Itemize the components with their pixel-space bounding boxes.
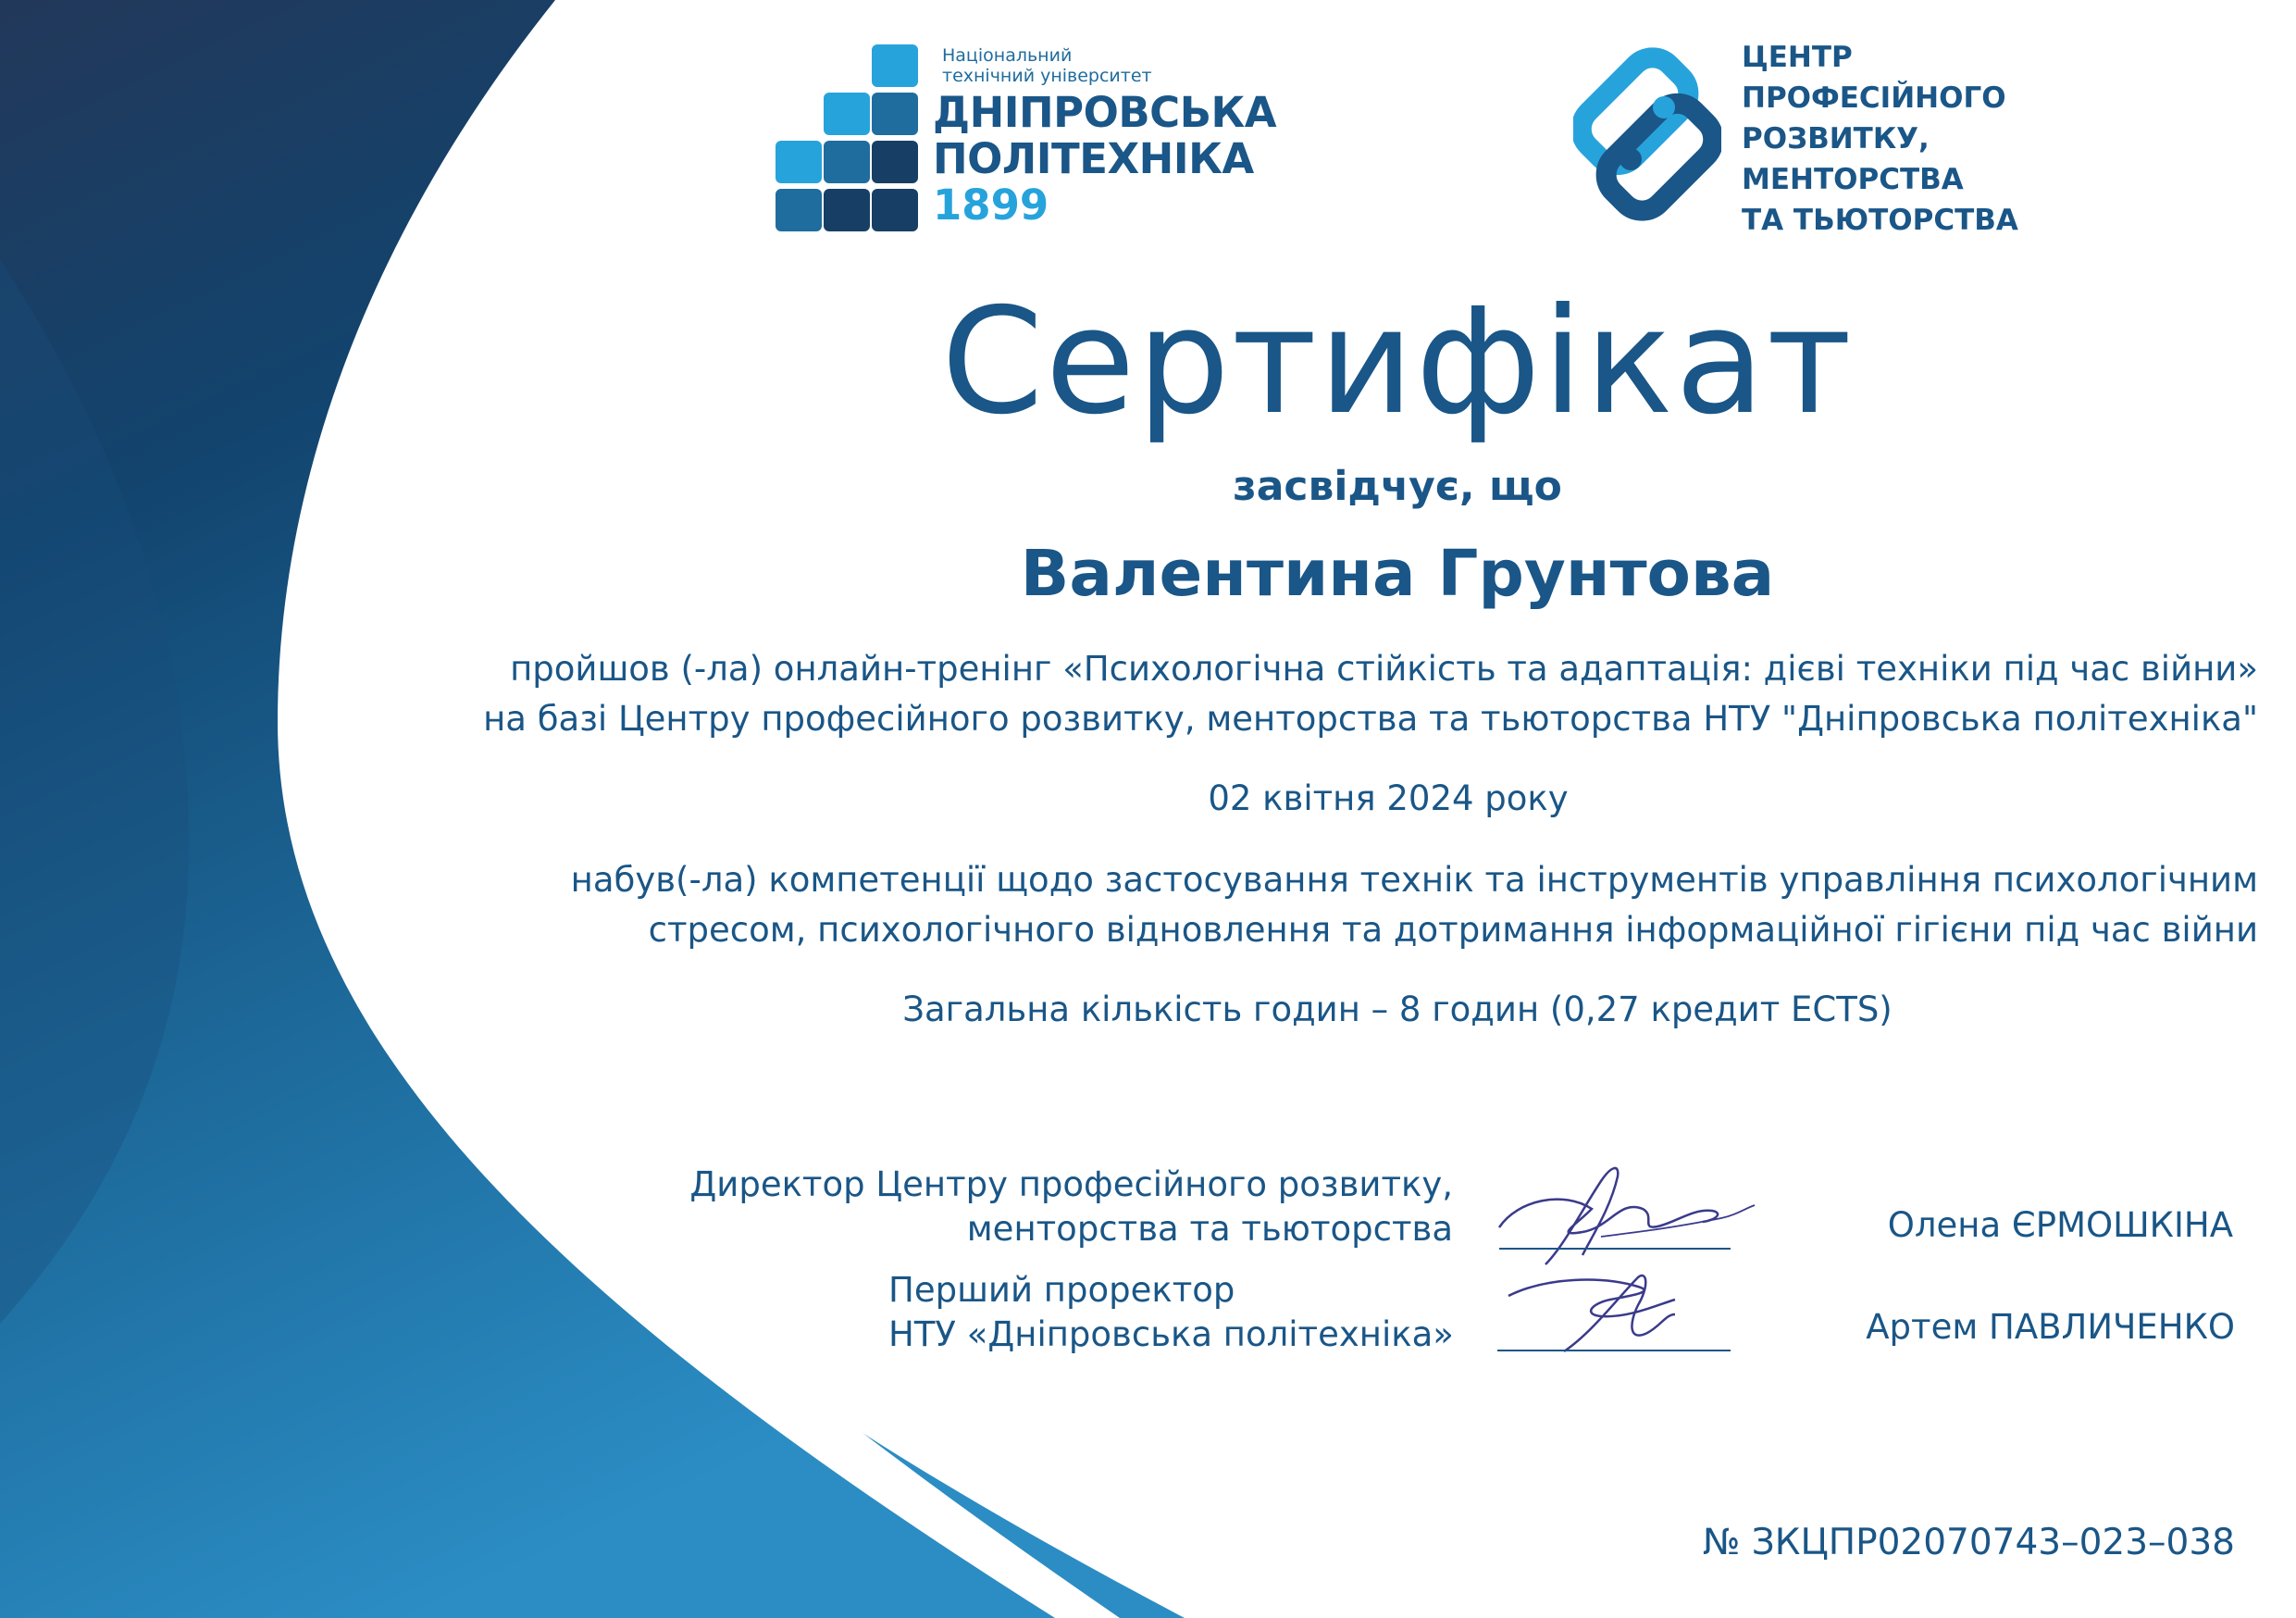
university-logo-line2: технічний університет <box>942 66 1152 86</box>
signatory1-title-line: Директор Центру професійного розвитку, <box>689 1164 1453 1204</box>
competence-line: набув(-ла) компетенції щодо застосування технік та інструментів управління психологічним <box>570 860 2258 900</box>
center-logo <box>1573 37 2054 241</box>
university-logo-year: 1899 <box>933 180 1049 230</box>
signatory1-name: Олена ЄРМОШКІНА <box>1887 1205 2233 1245</box>
signature1-line <box>1499 1248 1731 1250</box>
university-logo-name1: ДНІПРОВСЬКА <box>933 88 1277 137</box>
certificate-number: № ЗКЦПР02070743–023–038 <box>1702 1522 2235 1563</box>
signatory2-title-line: Перший проректор <box>888 1270 1235 1310</box>
course-line: пройшов (-ла) онлайн-тренінг «Психологічна стійкість та адаптація: дієві техніки під час війни» <box>510 649 2258 689</box>
center-logo-line: ПРОФЕСІЙНОГО <box>1742 81 2006 115</box>
university-logo <box>776 43 1277 237</box>
recipient-name: Валентина Грунтова <box>1020 537 1775 611</box>
competence-line: стресом, психологічного відновлення та дотримання інформаційної гігієни під час війни <box>648 910 2258 950</box>
center-logo-mark <box>1573 37 1721 231</box>
signature2-line <box>1497 1350 1731 1351</box>
center-logo-line: РОЗВИТКУ, <box>1742 122 1930 156</box>
center-logo-text <box>1742 37 2018 241</box>
center-logo-line: ТА ТЬЮТОРСТВА <box>1742 204 2018 237</box>
signatory1-title-line: менторства та тьюторства <box>966 1209 1453 1249</box>
certifies-text: засвідчує, що <box>1233 463 1562 510</box>
certificate-title: Сертифікат <box>941 277 1854 447</box>
signatory2-title <box>888 1268 1454 1357</box>
completion-date: 02 квітня 2024 року <box>1208 778 1569 818</box>
signatory2-title-line: НТУ «Дніпровська політехніка» <box>888 1314 1454 1354</box>
signatory1-title <box>685 1163 1453 1251</box>
course-line: на базі Центру професійного розвитку, менторства та тьюторства НТУ "Дніпровська політехніка" <box>483 699 2258 739</box>
competence-description <box>389 855 2258 955</box>
course-description <box>389 644 2258 744</box>
signature2-image <box>1490 1259 1712 1361</box>
signatory2-name: Артем ПАВЛИЧЕНКО <box>1866 1307 2235 1347</box>
university-logo-name2: ПОЛІТЕХНІКА <box>933 134 1254 183</box>
center-logo-line: ЦЕНТР <box>1742 41 1853 74</box>
center-logo-line: МЕНТОРСТВА <box>1742 163 1964 196</box>
university-logo-line1: Національний <box>942 45 1073 66</box>
total-hours: Загальна кількість годин – 8 годин (0,27 кредит ECTS) <box>902 989 1893 1029</box>
